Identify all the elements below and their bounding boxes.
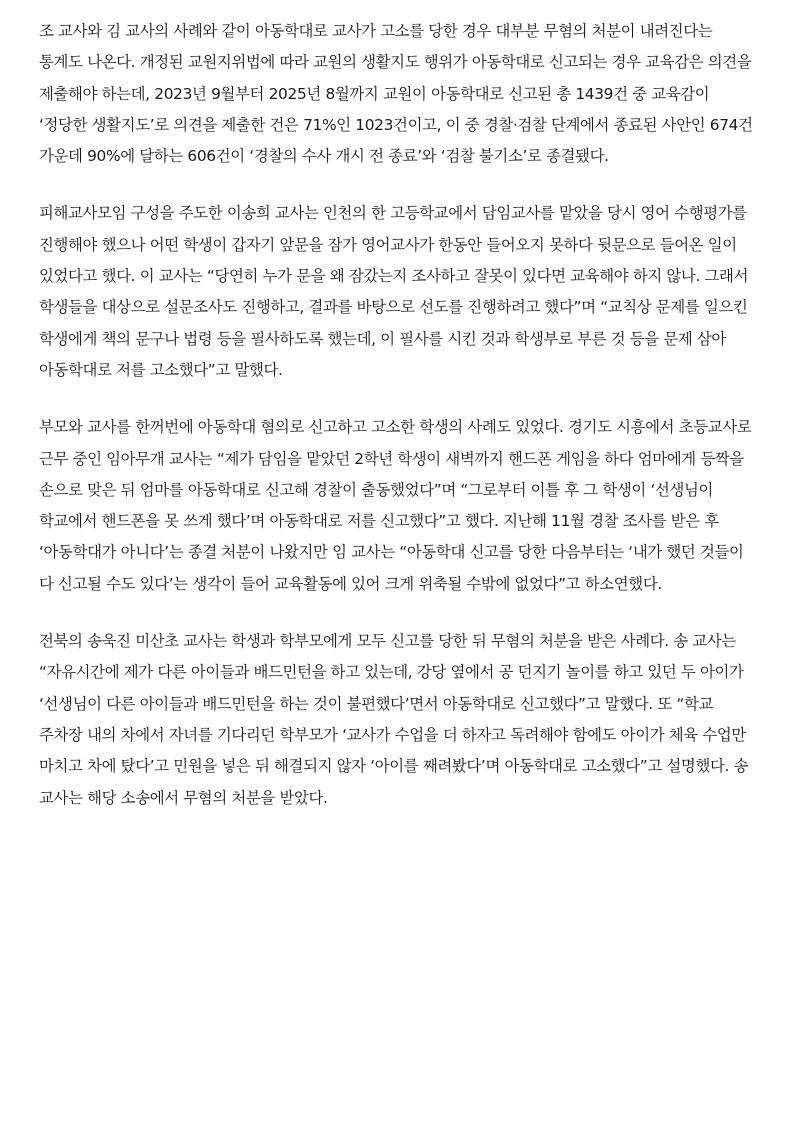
- paragraph-lee-case: 피해교사모임 구성을 주도한 이송희 교사는 인천의 한 고등학교에서 담임교사를 맡았을 당시 영어 수행평가를 진행해야 했으나 어떤 학생이 갑자기 앞문을 잠가 영어교사가 한동안 들어오지 못하다 뒷문으로 들어온 일이 있었다고 했다. 이 교사는 “당연히 누가 문을 왜 잠갔는지 조사하고 잘못이 있다면 교육해야 하지 않나. 그래서 학생들을 대상으로 설문조사도 진행하고, 결과를 바탕으로 선도를 진행하려고 했다”며 “교칙상 문제를 일으킨 학생에게 책의 문구나 법령 등을 필사하도록 했는데, 이 필사를 시킨 것과 학생부로 부른 것 등을 문제 삼아 아동학대로 저를 고소했다”고 말했다.: [39, 204, 749, 379]
- paragraph-lim-case: 부모와 교사를 한꺼번에 아동학대 혐의로 신고하고 고소한 학생의 사례도 있었다. 경기도 시흥에서 초등교사로 근무 중인 임아무개 교사는 “제가 담임을 맡았던 2학년 학생이 새벽까지 핸드폰 게임을 하다 엄마에게 등짝을 손으로 맞은 뒤 엄마를 아동학대로 신고해 경찰이 출동했었다”며 “그로부터 이틀 후 그 학생이 ‘선생님이 학교에서 핸드폰을 못 쓰게 했다’며 아동학대로 저를 신고했다”고 했다. 지난해 11월 경찰 조사를 받은 후 ‘아동학대가 아니다’는 종결 처분이 나왔지만 임 교사는 “아동학대 신고를 당한 다음부터는 ‘내가 했던 것들이 다 신고될 수도 있다’는 생각이 들어 교육활동에 있어 크게 위축될 수밖에 없었다”고 하소연했다.: [39, 418, 752, 593]
- paragraph-song-case: 전북의 송욱진 미산초 교사는 학생과 학부모에게 모두 신고를 당한 뒤 무혐의 처분을 받은 사례다. 송 교사는 “자유시간에 제가 다른 아이들과 배드민턴을 하고 있는데, 강당 옆에서 공 던지기 놀이를 하고 있던 두 아이가 ‘선생님이 다른 아이들과 배드민턴을 하는 것이 불편했다’면서 아동학대로 신고했다”고 말했다. 또 “학교 주차장 내의 차에서 자녀를 기다리던 학부모가 ‘교사가 수업을 더 하자고 독려해야 함에도 아이가 체육 수업만 마치고 차에 탔다’고 민원을 넣은 뒤 해결되지 않자 ‘아이를 째려봤다’며 아동학대로 고소했다”고 설명했다. 송 교사는 해당 소송에서 무혐의 처분을 받았다.: [39, 632, 749, 807]
- article-body: [39, 16, 755, 840]
- paragraph-statistics: 조 교사와 김 교사의 사례와 같이 아동학대로 교사가 고소를 당한 경우 대부분 무혐의 처분이 내려진다는 통계도 나온다. 개정된 교원지위법에 따라 교원의 생활지도 행위가 아동학대로 신고되는 경우 교육감은 의견을 제출해야 하는데, 2023년 9월부터 2025년 8월까지 교원이 아동학대로 신고된 총 1439건 중 교육감이 ‘정당한 생활지도’로 의견을 제출한 건은 71%인 1023건이고, 이 중 경찰·검찰 단계에서 종료된 사안인 674건 가운데 90%에 달하는 606건이 ‘경찰의 수사 개시 전 종료’와 ‘검찰 불기소’로 종결됐다.: [39, 22, 753, 166]
